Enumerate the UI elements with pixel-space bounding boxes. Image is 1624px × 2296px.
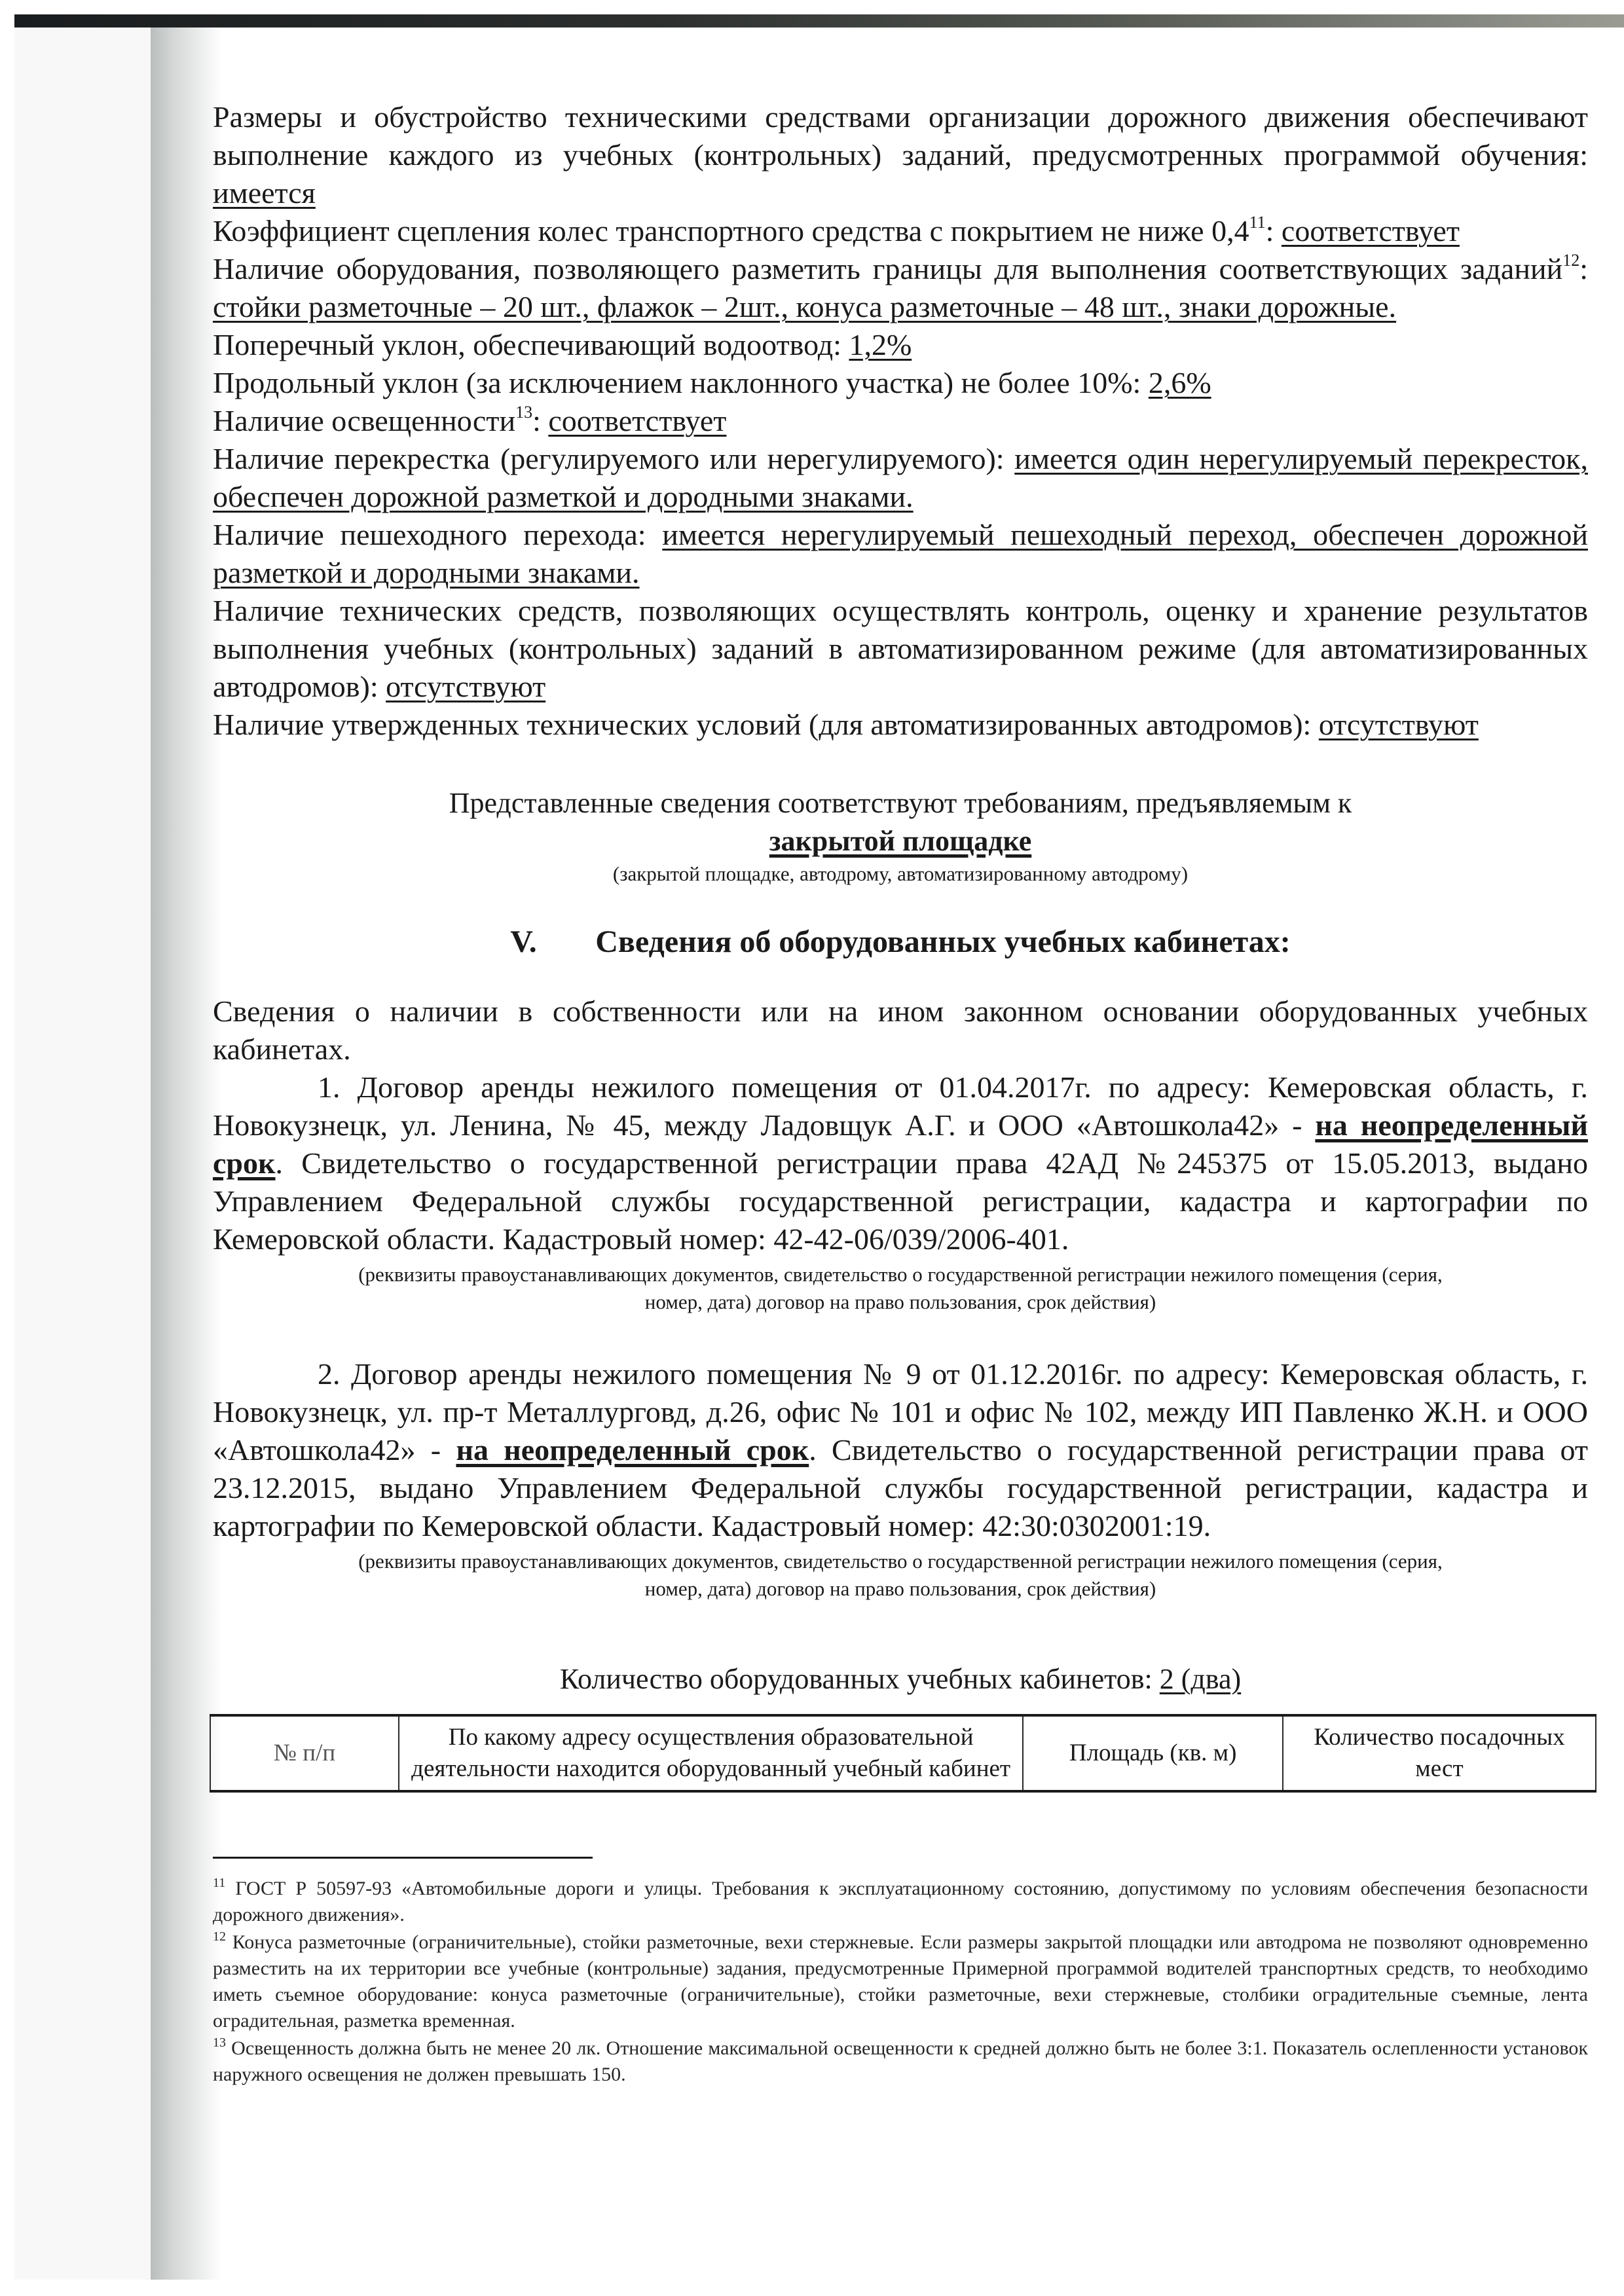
column-header: По какому адресу осуществления образовательной деятельности находится оборудованный учебный кабинет — [399, 1715, 1023, 1791]
footnote-ref[interactable]: 11 — [1249, 213, 1266, 232]
requirement-value: соответствует — [1281, 214, 1460, 247]
requirement-label: Размеры и обустройство техническими средствами организации дорожного движения обеспечивают выполнение каждого из учебных (контрольных) заданий, предусмотренных программой обучения: — [213, 100, 1588, 172]
lease-text — [213, 1068, 1588, 1258]
requirement-item — [213, 592, 1588, 706]
separator: : — [1265, 214, 1282, 247]
requirement-item — [213, 516, 1588, 592]
requirements-list — [213, 98, 1588, 744]
section-title: Сведения об оборудованных учебных кабинетах: — [595, 924, 1291, 959]
footnotes — [213, 1876, 1588, 2088]
document-page — [213, 98, 1588, 2089]
previous-page-edge — [14, 27, 157, 2280]
footnote-number: 11 — [213, 1876, 226, 1890]
separator: : — [1579, 252, 1588, 285]
requirement-label: Наличие утвержденных технических условий (для автоматизированных автодромов): — [213, 708, 1319, 741]
footnote — [213, 2035, 1588, 2088]
footnote-text: Конуса разметочные (ограничительные), стойки разметочные, вехи стержневые. Если размеры закрытой площадки или автодрома не позволяют одновременно разместить на их территории все учебные (контрольные) задания, предусмотренные Примерной программой водителей транспортных средств, то необходимо иметь съемное оборудование: конуса разметочные (ограничительные), стойки разметочные, вехи стержневые, столбики оградительные съемные, лента оградительная, разметка временная. — [213, 1931, 1588, 2032]
footnote — [213, 1876, 1588, 1928]
lease-details: 2. Договор аренды нежилого помещения № 9 от 01.12.2016г. по адресу: Кемеровская область, г. Новокузнецк, ул. пр-т Металлурговд, д.26, офис № 101 и офис № 102, между ИП Павленко Ж.Н. и ООО «Автошкола42» - — [213, 1357, 1588, 1467]
cabinet-count-label: Количество оборудованных учебных кабинетов: — [559, 1663, 1160, 1695]
lease-item — [213, 1068, 1588, 1316]
footnote-number: 12 — [213, 1929, 226, 1944]
column-header: № п/п — [210, 1715, 399, 1791]
requirement-item — [213, 98, 1588, 212]
requirement-item — [213, 212, 1588, 250]
requirement-label: Наличие оборудования, позволяющего разметить границы для выполнения соответствующих заданий — [213, 252, 1563, 285]
requirement-value: имеется один нерегулируемый перекресток, обеспечен дорожной разметкой и дородными знаками. — [213, 442, 1588, 513]
requirement-item — [213, 706, 1588, 744]
section-number: V. — [510, 924, 537, 959]
lease-caption-line: номер, дата) договор на право пользования, срок действия) — [644, 1290, 1156, 1313]
requirement-label: Поперечный уклон, обеспечивающий водоотвод: — [213, 328, 849, 361]
requirement-item — [213, 402, 1588, 440]
separator: : — [532, 404, 549, 437]
conclusion-value — [213, 822, 1588, 860]
scan-top-edge — [14, 14, 1624, 27]
lease-caption — [213, 1548, 1588, 1603]
requirement-label: Наличие пешеходного перехода: — [213, 518, 663, 551]
lease-caption-line: (реквизиты правоустанавливающих документов, свидетельство о государственной регистрации нежилого помещения (серия, — [358, 1550, 1443, 1573]
lease-caption — [213, 1261, 1588, 1316]
requirement-item — [213, 440, 1588, 516]
requirement-value: имеется нерегулируемый пешеходный переход, обеспечен дорожной разметкой и дородными знаками. — [213, 518, 1588, 589]
footnote-number: 13 — [213, 2035, 226, 2050]
requirement-value: имеется — [213, 176, 316, 210]
footnote-text: Освещенность должна быть не менее 20 лк. Отношение максимальной освещенности к средней должно быть не более 3:1. Показатель ослепленности установок наружного освещения не должен превышать 150. — [213, 2037, 1589, 2085]
requirement-label: Наличие технических средств, позволяющих осуществлять контроль, оценку и хранение результатов выполнения учебных (контрольных) заданий в автоматизированном режиме (для автоматизированных автодромов): — [213, 594, 1588, 703]
requirement-item — [213, 326, 1588, 364]
cabinet-count-value: 2 (два) — [1159, 1663, 1242, 1695]
requirement-value: стойки разметочные – 20 шт., флажок – 2шт., конуса разметочные – 48 шт., знаки дорожные. — [213, 290, 1397, 323]
requirement-label: Наличие перекрестка (регулируемого или нерегулируемого): — [213, 442, 1015, 475]
requirement-label: Коэффициент сцепления колес транспортного средства с покрытием не ниже 0,4 — [213, 214, 1249, 247]
requirement-value: 2,6% — [1148, 366, 1211, 399]
requirement-item — [213, 364, 1588, 402]
binding-shadow — [151, 27, 226, 2280]
requirement-value: отсутствуют — [1318, 708, 1479, 741]
footnote-text: ГОСТ Р 50597-93 «Автомобильные дороги и улицы. Требования к эксплуатационному состоянию, допустимому по условиям обеспечения безопасности дорожного движения». — [213, 1878, 1589, 1925]
lease-caption-line: (реквизиты правоустанавливающих документов, свидетельство о государственной регистрации нежилого помещения (серия, — [358, 1263, 1443, 1286]
footnote-separator — [213, 1857, 593, 1859]
conclusion-value-text: закрытой площадке — [769, 825, 1032, 857]
footnote-ref[interactable]: 13 — [515, 403, 533, 422]
cabinet-count — [213, 1660, 1588, 1698]
requirement-label: Продольный уклон (за исключением наклонного участка) не более 10%: — [213, 366, 1149, 399]
lease-certificate: . Свидетельство о государственной регистрации права от 23.12.2015, выдано Управлением Федеральной службы государственной регистрации, кадастра и картографии по Кемеровской области. Кадастровый номер: 42:30:0302001:19. — [213, 1433, 1588, 1542]
footnote — [213, 1929, 1588, 2034]
lease-caption-line: номер, дата) договор на право пользования, срок действия) — [644, 1577, 1156, 1600]
lease-item — [213, 1355, 1588, 1603]
column-header: Количество посадочных мест — [1283, 1715, 1596, 1791]
conclusion-block — [213, 784, 1588, 888]
conclusion-caption: (закрытой площадке, автодрому, автоматизированному автодрому) — [612, 862, 1189, 885]
table-header-row — [210, 1715, 1596, 1791]
cabinets-table — [210, 1714, 1596, 1793]
lease-term: на неопределенный срок — [213, 1108, 1588, 1180]
lease-details: 1. Договор аренды нежилого помещения от 01.04.2017г. по адресу: Кемеровская область, г. Новокузнецк, ул. Ленина, № 45, между Ладовщук А.Г. и ООО «Автошкола42» - — [213, 1070, 1588, 1142]
conclusion-line: Представленные сведения соответствуют требованиям, предъявляемым к — [449, 787, 1352, 819]
lease-term: на неопределенный срок — [456, 1433, 809, 1467]
requirement-value: соответствует — [548, 404, 727, 437]
requirement-value: отсутствуют — [386, 670, 546, 703]
section-intro: Сведения о наличии в собственности или на ином законном основании оборудованных учебных кабинетах. — [213, 994, 1588, 1066]
lease-text — [213, 1355, 1588, 1545]
column-header: Площадь (кв. м) — [1023, 1715, 1283, 1791]
requirement-item — [213, 250, 1588, 326]
requirement-value: 1,2% — [849, 328, 912, 361]
lease-certificate: . Свидетельство о государственной регистрации права 42АД №245375 от 15.05.2013, выдано Управлением Федеральной службы государственной регистрации, кадастра и картографии по Кемеровской области. Кадастровый номер: 42-42-06/039/2006-401. — [213, 1146, 1588, 1256]
section-heading — [213, 924, 1588, 960]
footnote-ref[interactable]: 12 — [1562, 251, 1580, 270]
requirement-label: Наличие освещенности — [213, 404, 516, 437]
